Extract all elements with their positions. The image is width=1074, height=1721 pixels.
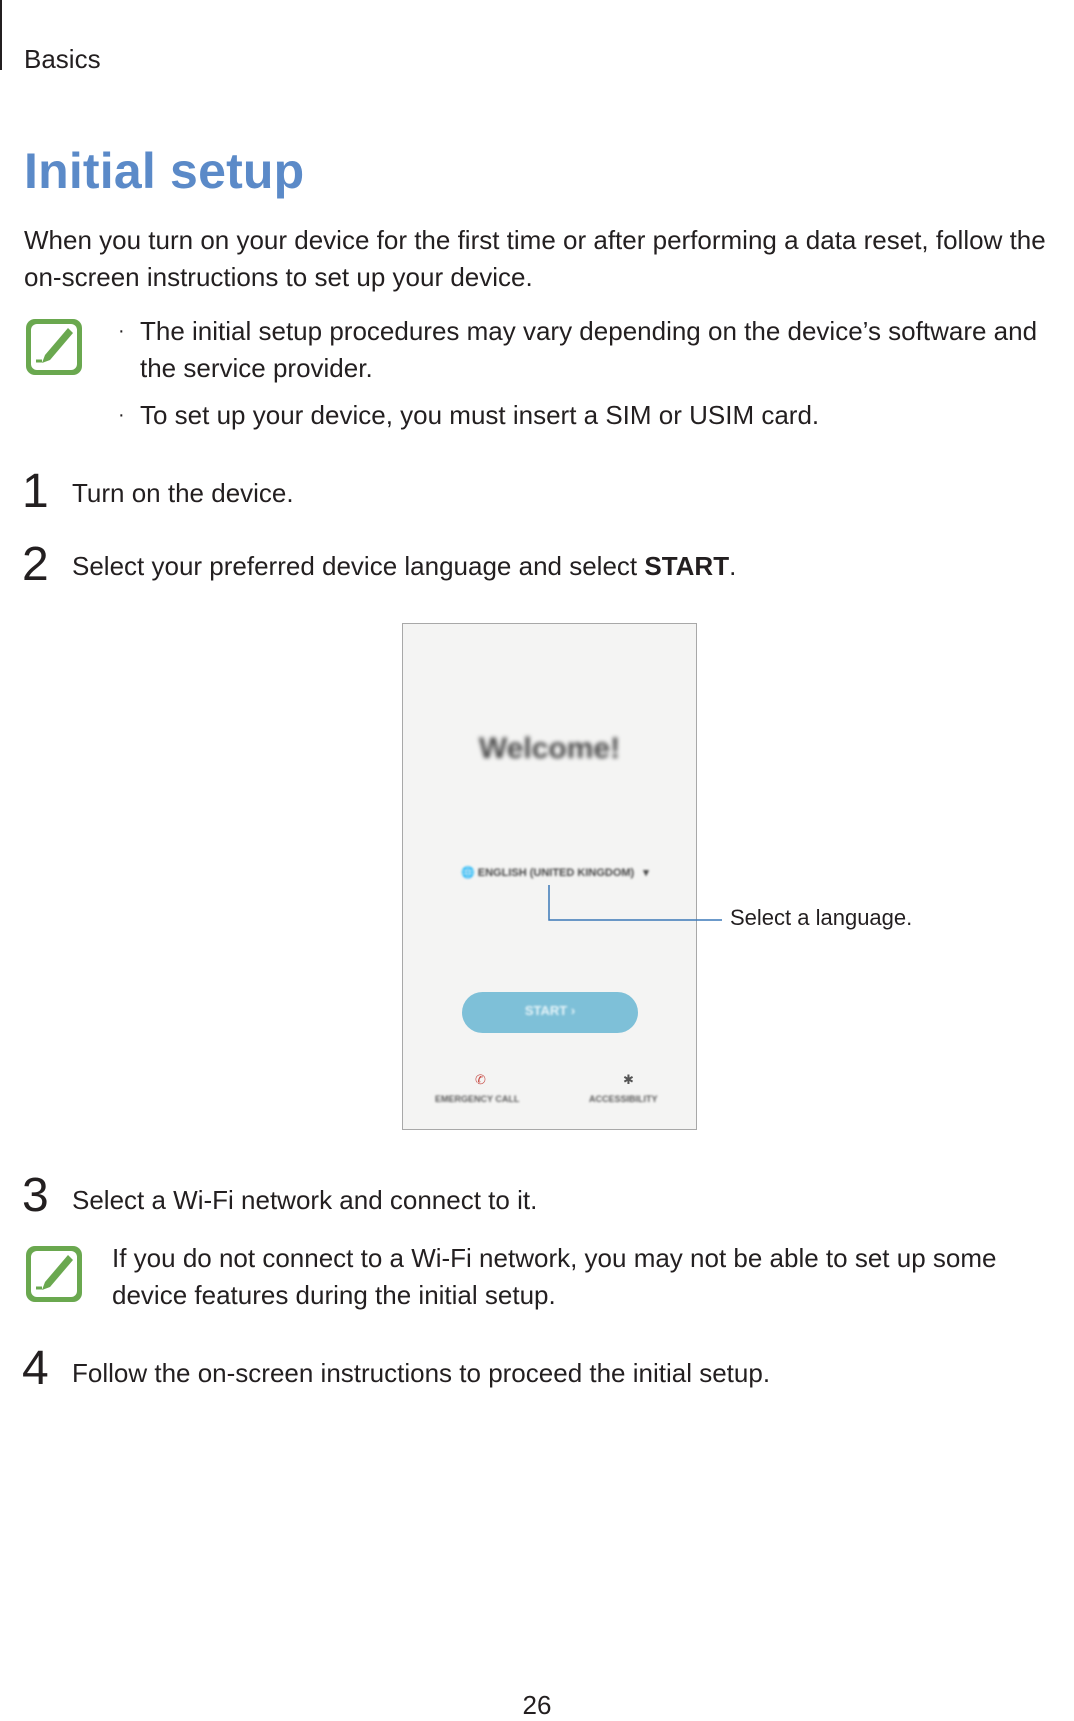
- page-title: Initial setup: [24, 143, 305, 199]
- step-number: 2: [22, 538, 49, 591]
- step-number: 1: [22, 465, 49, 518]
- step-text: Turn on the device.: [72, 478, 294, 508]
- bullet-dot: ·: [118, 320, 125, 342]
- section-header: Basics: [24, 44, 101, 74]
- accessibility-label: ACCESSIBILITY: [589, 1094, 658, 1104]
- note-bullet: The initial setup procedures may vary depending on the device’s software and the service provider.: [140, 316, 1038, 383]
- step-text-suffix: .: [729, 551, 737, 581]
- phone-icon: ✆: [475, 1072, 486, 1087]
- welcome-heading: Welcome!: [478, 732, 621, 765]
- note-text: If you do not connect to a Wi-Fi network, you may not be able to set up some device features during the initial setup.: [112, 1243, 997, 1310]
- intro-paragraph: When you turn on your device for the first time or after performing a data reset, follow the on-screen instructions to set up your device.: [24, 225, 1046, 292]
- bullet-dot: ·: [118, 404, 125, 426]
- start-text: START: [524, 1003, 568, 1018]
- note-pencil-icon: [24, 1244, 84, 1304]
- step-number: 4: [22, 1342, 49, 1395]
- language-label: ENGLISH (UNITED KINGDOM): [477, 867, 635, 879]
- step-text: Follow the on-screen instructions to proceed the initial setup.: [72, 1358, 771, 1388]
- step-text-part: Select your preferred device language and select: [72, 551, 645, 581]
- callout-label: Select a language.: [730, 905, 913, 930]
- note-bullet: To set up your device, you must insert a SIM or USIM card.: [140, 400, 820, 430]
- globe-icon: 🌐: [461, 867, 475, 879]
- dropdown-arrow-icon: ▾: [643, 867, 649, 879]
- step-number: 3: [22, 1169, 49, 1222]
- start-label: START ›: [524, 1003, 576, 1018]
- page-number: 26: [522, 1690, 552, 1720]
- accessibility-icon: ✱: [623, 1072, 634, 1087]
- step-text: Select a Wi-Fi network and connect to it.: [72, 1185, 538, 1215]
- start-keyword: START: [644, 551, 730, 581]
- emergency-call-label: EMERGENCY CALL: [435, 1094, 520, 1104]
